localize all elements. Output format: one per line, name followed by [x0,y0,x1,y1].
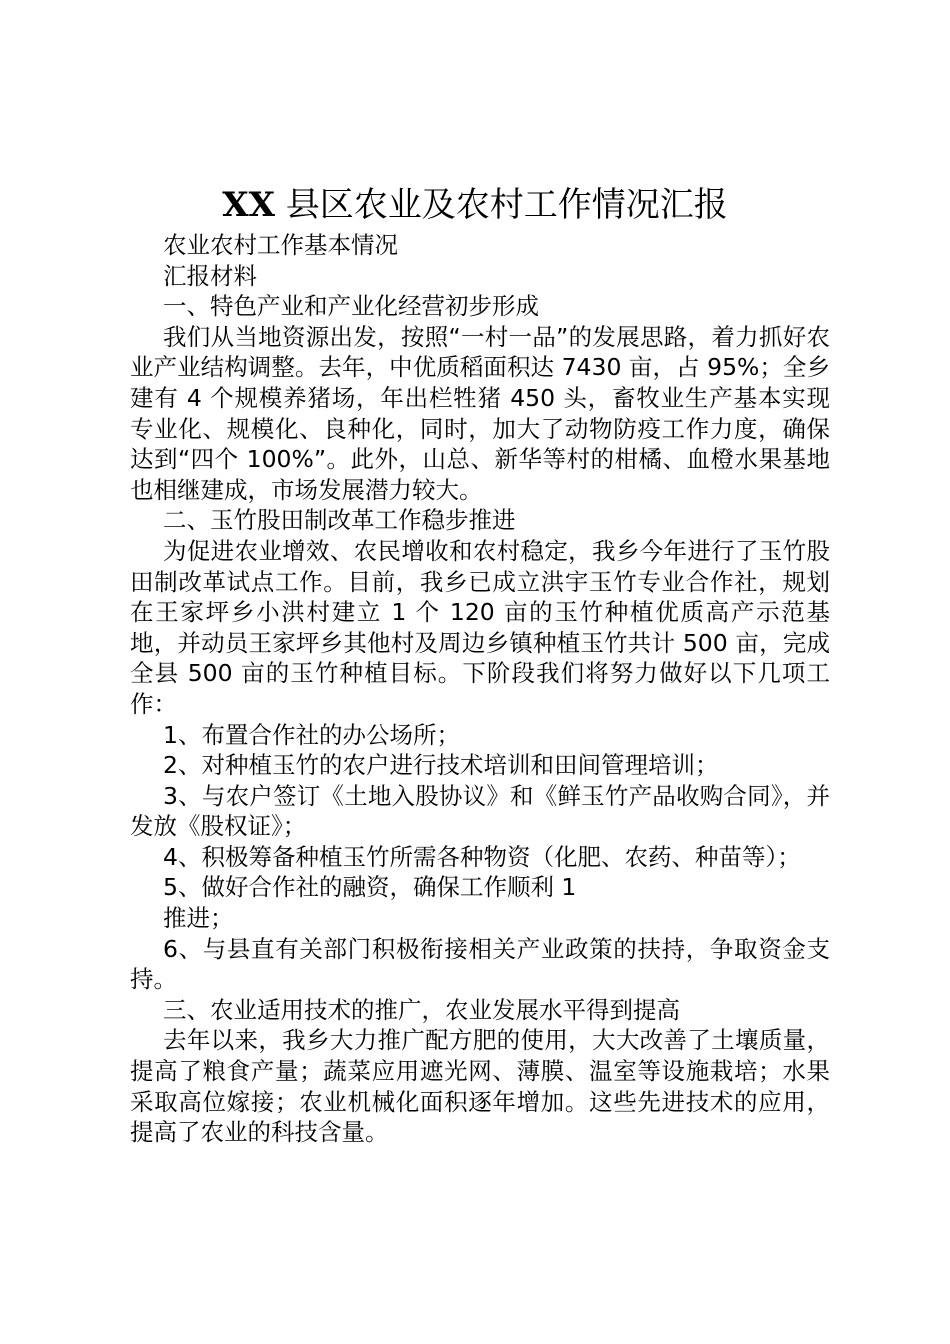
subtitle-line: 农业农村工作基本情况 [163,231,398,259]
list-item: 5、做好合作社的融资，确保工作顺利 1 [163,873,577,902]
section-heading: 三、农业适用技术的推广，农业发展水平得到提高 [163,995,680,1024]
document-body [130,230,830,1148]
subtitle-line: 汇报材料 [163,261,257,290]
list-item: 1、布置合作社的办公场所； [163,720,460,749]
paragraph: 去年以来，我乡大力推广配方肥的使用，大大改善了土壤质量，提高了粮食产量；蔬菜应用遮光网、薄膜、温室等设施栽培；水果采取高位嫁接；农业机械化面积逐年增加。这些先进技术的应用，提高了农业的科技含量。 [130,1026,830,1147]
section-heading: 一、特色产业和产业化经营初步形成 [163,292,539,321]
document-title [0,181,950,229]
paragraph: 为促进农业增效、农民增收和农村稳定，我乡今年进行了玉竹股田制改革试点工作。目前，我乡已成立洪宇玉竹专业合作社，规划在王家坪乡小洪村建立 1 个 120 亩的玉竹种植优质高产示范基地，并动员王家坪乡其他村及周边乡镇种植玉竹共计 500 亩，完成全县 500 亩的玉竹种植目标。下阶段我们将努力做好以下几项工作： [130,536,830,718]
list-item: 3、与农户签订《土地入股协议》和《鲜玉竹产品收购合同》，并发放《股权证》； [130,781,830,841]
list-item: 4、积极筹备种植玉竹所需各种物资（化肥、农药、种苗等）； [163,842,801,871]
section-heading: 二、玉竹股田制改革工作稳步推进 [163,506,516,535]
paragraph: 我们从当地资源出发，按照“一村一品”的发展思路，着力抓好农业产业结构调整。去年，中优质稻面积达 7430 亩，占 95%；全乡建有 4 个规模养猪场，年出栏牲猪 450 头，畜牧业生产基本实现专业化、规模化、良种化，同时，加大了动物防疫工作力度，确保达到“四个 100%”。此外，山总、新华等村的柑橘、血橙水果基地也相继建成，市场发展潜力较大。 [130,322,830,504]
title-text: 县区农业及农村工作情况汇报 [285,185,728,225]
list-item: 2、对种植玉竹的农户进行技术培训和田间管理培训； [163,751,719,780]
list-item-continuation: 推进； [163,904,234,933]
title-prefix: XX [222,185,275,225]
list-item: 6、与县直有关部门积极衔接相关产业政策的扶持，争取资金支持。 [130,934,830,994]
